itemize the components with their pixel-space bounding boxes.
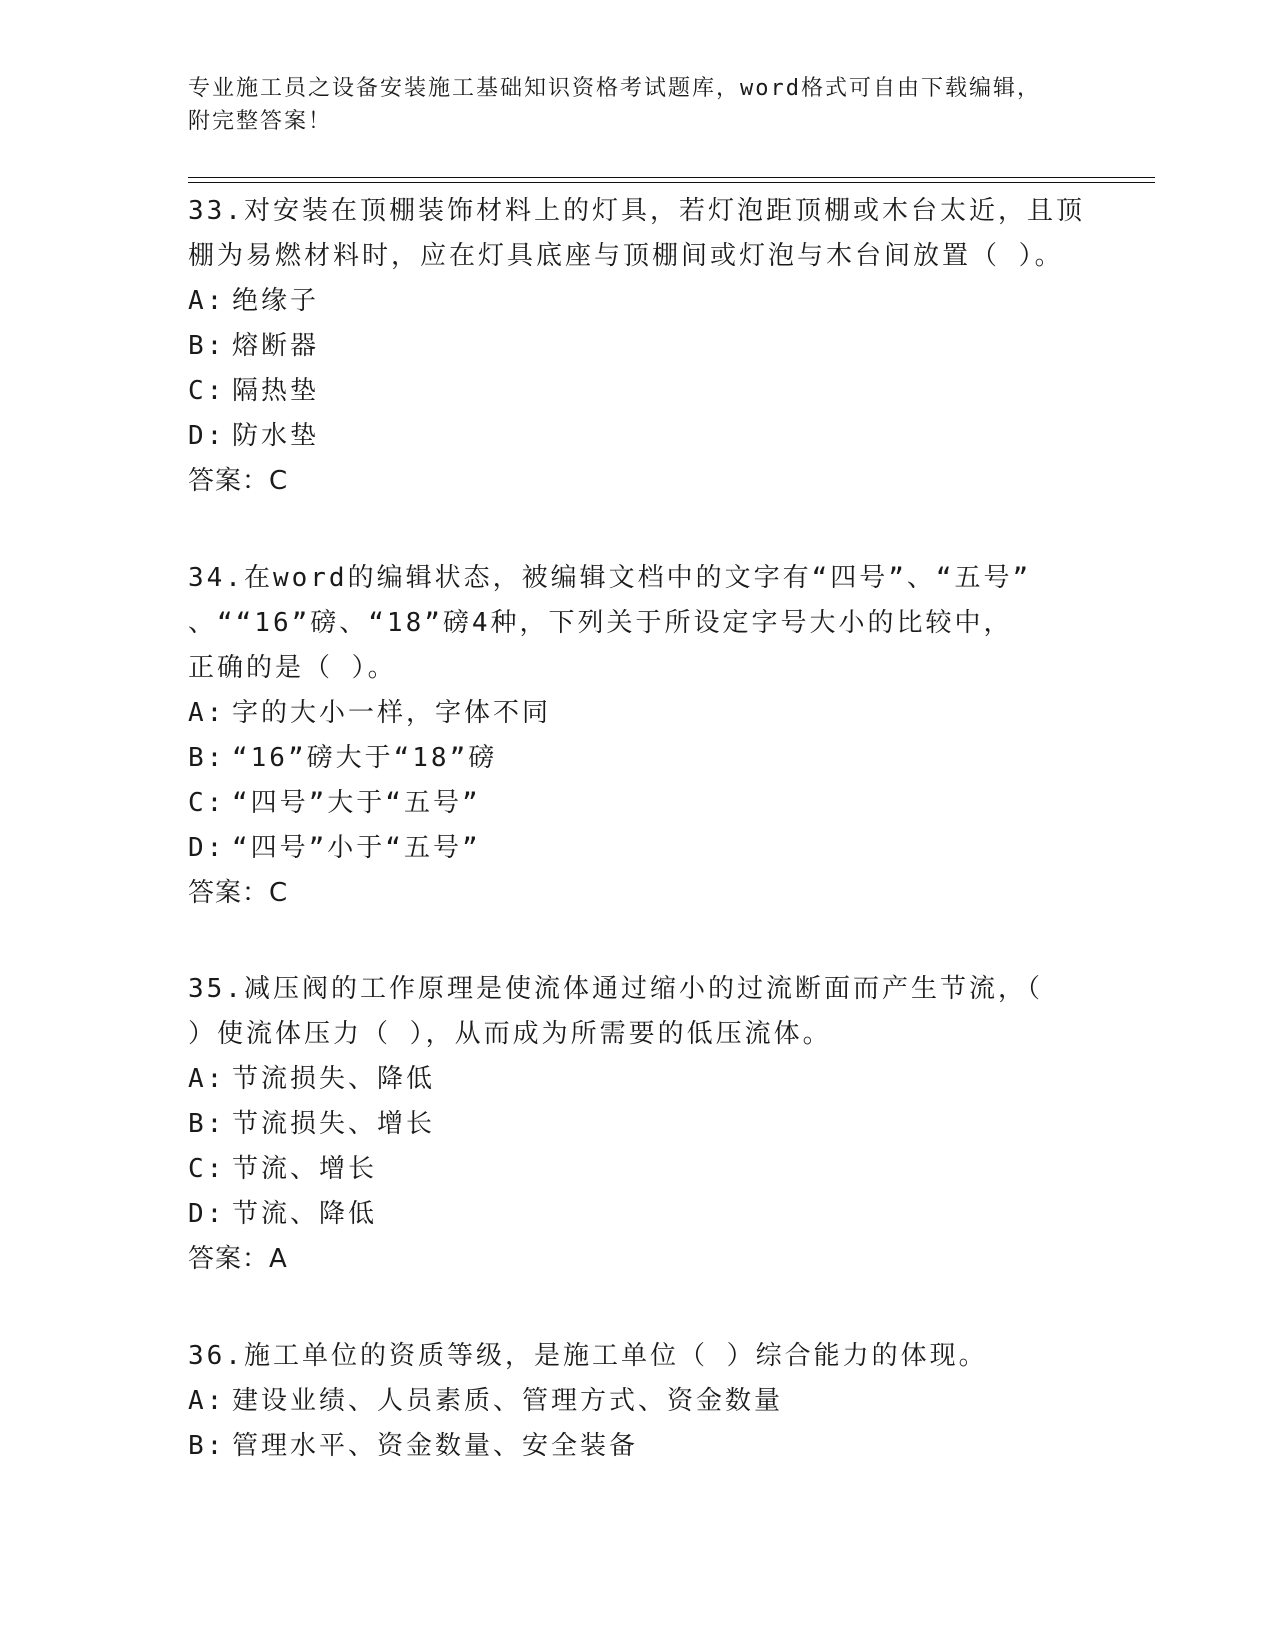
question-34 [188,556,1088,916]
document-header [188,72,1068,138]
option-letter: C: [188,1154,226,1184]
stem-line: 、““16”磅、“18”磅4种，下列关于所设定字号大小的比较中， [188,608,1013,638]
stem-line: 正确的是（ ）。 [188,653,397,683]
answer-line: 答案：C [188,878,289,908]
stem-line: 34.在word的编辑状态，被编辑文档中的文字有“四号”、“五号” [188,563,1032,593]
option-text: 防水垫 [232,421,320,451]
option-text: 绝缘子 [232,286,320,316]
header-divider-thin [188,177,1155,178]
question-35 [188,967,1088,1282]
option-letter: D: [188,833,226,863]
option-text: “四号”大于“五号” [232,788,481,818]
option-c [188,781,1088,826]
header-line-2: 附完整答案！ [188,109,333,134]
option-c [188,369,1088,414]
option-b [188,736,1088,781]
question-stem [188,189,1088,279]
header-line-1: 专业施工员之设备安装施工基础知识资格考试题库，word格式可自由下载编辑， [188,76,1041,101]
option-text: 字的大小一样，字体不同 [232,698,552,728]
option-letter: A: [188,1386,226,1416]
option-text: 节流、降低 [232,1199,378,1229]
option-a [188,1057,1088,1102]
option-text: 节流损失、降低 [232,1064,436,1094]
option-letter: D: [188,1199,226,1229]
option-text: 建设业绩、人员素质、管理方式、资金数量 [232,1386,784,1416]
header-divider-thick [188,182,1155,183]
question-36 [188,1334,1088,1469]
option-text: 节流损失、增长 [232,1109,436,1139]
option-a [188,1379,1088,1424]
option-letter: C: [188,788,226,818]
stem-line: 35.减压阀的工作原理是使流体通过缩小的过流断面而产生节流，（ [188,974,1043,1004]
answer-line: 答案：C [188,466,289,496]
stem-line: 33.对安装在顶棚装饰材料上的灯具，若灯泡距顶棚或木台太近，且顶 [188,196,1085,226]
option-letter: B: [188,1109,226,1139]
option-letter: A: [188,698,226,728]
question-stem [188,1334,1088,1379]
option-text: “16”磅大于“18”磅 [232,743,498,773]
option-d [188,414,1088,459]
option-text: 隔热垫 [232,376,320,406]
question-stem [188,967,1088,1057]
option-text: 节流、增长 [232,1154,378,1184]
option-c [188,1147,1088,1192]
option-letter: D: [188,421,226,451]
option-d [188,1192,1088,1237]
option-text: “四号”小于“五号” [232,833,481,863]
option-text: 熔断器 [232,331,320,361]
question-33 [188,189,1088,504]
stem-line: 36.施工单位的资质等级，是施工单位（ ）综合能力的体现。 [188,1341,988,1371]
option-a [188,691,1088,736]
option-letter: B: [188,743,226,773]
option-letter: B: [188,1431,226,1461]
option-letter: A: [188,286,226,316]
question-stem [188,556,1088,691]
option-letter: C: [188,376,226,406]
option-text: 管理水平、资金数量、安全装备 [232,1431,639,1461]
option-b [188,324,1088,369]
option-a [188,279,1088,324]
option-b [188,1102,1088,1147]
option-letter: B: [188,331,226,361]
stem-line: 棚为易燃材料时，应在灯具底座与顶棚间或灯泡与木台间放置（ ）。 [188,241,1064,271]
option-b [188,1424,1088,1469]
option-letter: A: [188,1064,226,1094]
answer-line: 答案：A [188,1244,288,1274]
option-d [188,826,1088,871]
stem-line: ）使流体压力（ ），从而成为所需要的低压流体。 [188,1019,832,1049]
